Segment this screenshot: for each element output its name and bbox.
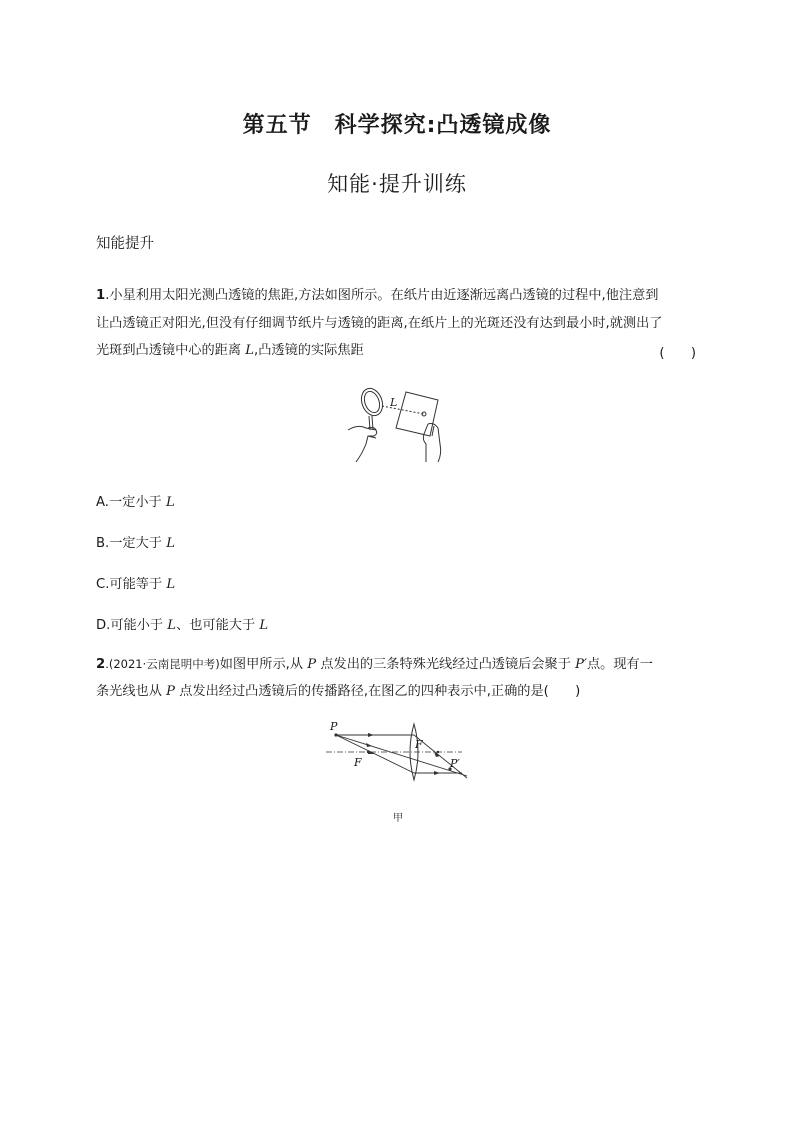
option-c[interactable]: C.可能等于 L [96,577,176,592]
question-2-line-2: 条光线也从 P 点发出经过凸透镜后的传播路径,在图乙的四种表示中,正确的是( ) [96,684,581,699]
right-hand-icon [428,424,441,463]
answer-bracket: ( ) [659,346,696,361]
label-p-prime: P′ [450,757,460,770]
ray-diagram-figure [322,718,472,788]
section-heading: 知能提升 [96,236,154,252]
question-1-line-3: 光斑到凸透镜中心的距离 L,凸透镜的实际焦距 [96,343,364,358]
figure-label-l: L [390,396,398,409]
question-1-line-1: 1.小星利用太阳光测凸透镜的焦距,方法如图所示。在纸片由近逐渐远离凸透镜的过程中,他注意到 [96,288,659,303]
label-p: P [330,720,338,733]
question-1-line-2: 让凸透镜正对阳光,但没有仔细调节纸片与透镜的距离,在纸片上的光斑还没有达到最小时,就测出了 [96,316,663,331]
label-f-right: F [415,738,423,751]
paper-sheet-icon [396,392,438,436]
page-title: 第五节 科学探究:凸透镜成像 [242,113,552,138]
magnifier-lens-icon [358,385,386,418]
figure-caption: 甲 [393,813,403,824]
question-2-source: .(2021·云南昆明中考) [105,657,220,671]
point-p [334,733,337,736]
option-b[interactable]: B.一定大于 L [96,536,175,551]
question-1-number: 1 [96,288,106,303]
option-a[interactable]: A.一定小于 L [96,495,175,510]
left-hand-icon [348,426,377,462]
question-2-number: 2 [96,657,106,672]
option-d[interactable]: D.可能小于 L、也可能大于 L [96,618,269,633]
lens-focal-figure [346,384,446,464]
question-2-line-1: 2.(2021·云南昆明中考)如图甲所示,从 P 点发出的三条特殊光线经过凸透镜后会聚于 P′点。现有一 [96,657,653,672]
page-subtitle: 知能·提升训练 [327,172,467,196]
label-f-left: F [354,756,362,769]
